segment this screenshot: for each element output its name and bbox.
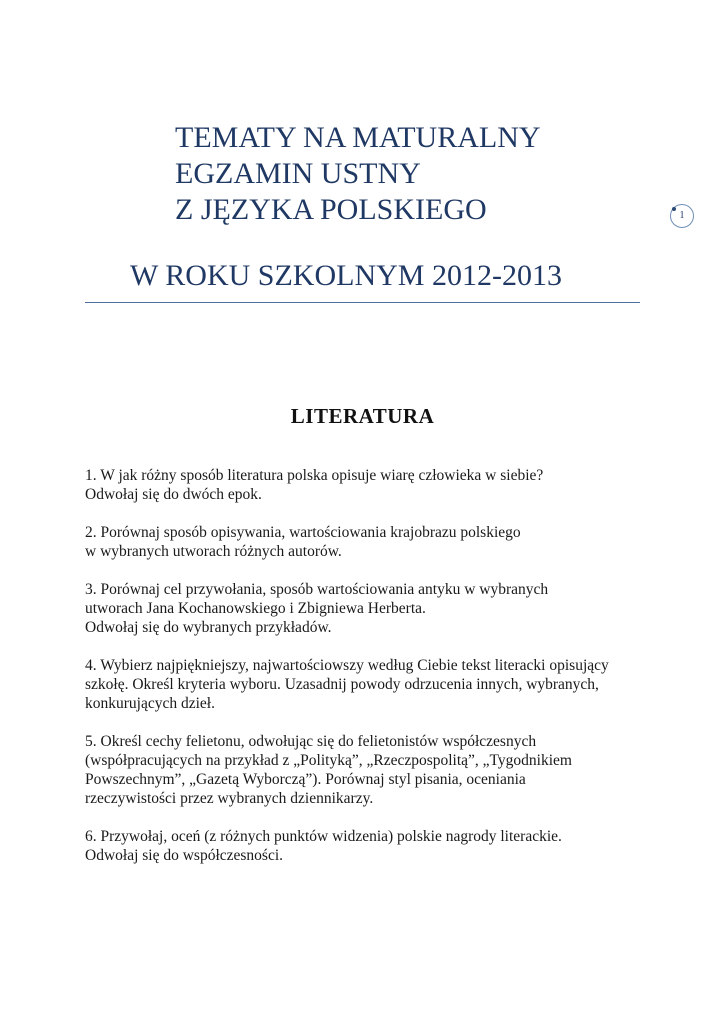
topic-item-5 — [85, 732, 665, 808]
topic-list — [85, 466, 665, 884]
topic-line: 1. W jak różny sposób literatura polska opisuje wiarę człowieka w siebie? — [85, 467, 544, 484]
topic-line: 5. Określ cechy felietonu, odwołując się do felietonistów współczesnych — [85, 733, 537, 750]
topic-item-3 — [85, 580, 665, 637]
topic-line: 4. Wybierz najpiękniejszy, najwartościowszy według Ciebie tekst literacki opisujący — [85, 657, 609, 674]
topic-item-2 — [85, 523, 665, 561]
topic-item-4 — [85, 656, 665, 713]
topic-item-1 — [85, 466, 665, 504]
topic-line: Odwołaj się do dwóch epok. — [85, 486, 262, 503]
section-heading: LITERATURA — [290, 404, 435, 428]
topic-line: szkołę. Określ kryteria wyboru. Uzasadnij powody odrzucenia innych, wybranych, — [85, 676, 599, 693]
topic-item-6 — [85, 827, 665, 865]
school-year-title: W ROKU SZKOLNYM 2012-2013 — [130, 259, 562, 292]
title-line-2: EGZAMIN USTNY — [175, 157, 421, 190]
topic-line: 6. Przywołaj, oceń (z różnych punktów widzenia) polskie nagrody literackie. — [85, 828, 562, 845]
topic-line: rzeczywistości przez wybranych dziennikarzy. — [85, 790, 374, 807]
title-line-3: Z JĘZYKA POLSKIEGO — [175, 193, 487, 226]
title-line-1: TEMATY NA MATURALNY — [175, 121, 541, 154]
topic-line: (współpracujących na przykład z „Polityką”, „Rzeczpospolitą”, „Tygodnikiem — [85, 752, 572, 769]
topic-line: utworach Jana Kochanowskiego i Zbigniewa Herberta. — [85, 600, 426, 617]
topic-line: 3. Porównaj cel przywołania, sposób wartościowania antyku w wybranych — [85, 581, 549, 598]
topic-line: w wybranych utworach różnych autorów. — [85, 543, 342, 560]
topic-line: Odwołaj się do wybranych przykładów. — [85, 619, 332, 636]
page-number-dot-icon — [672, 207, 676, 211]
title-divider — [85, 302, 640, 303]
document-title — [175, 120, 541, 228]
topic-line: konkurujących dzieł. — [85, 695, 215, 712]
topic-line: Odwołaj się do współczesności. — [85, 847, 284, 864]
topic-line: Powszechnym”, „Gazetą Wyborczą”). Porównaj styl pisania, oceniania — [85, 771, 526, 788]
topic-line: 2. Porównaj sposób opisywania, wartościowania krajobrazu polskiego — [85, 524, 521, 541]
page-number-badge: 1 — [670, 204, 694, 228]
